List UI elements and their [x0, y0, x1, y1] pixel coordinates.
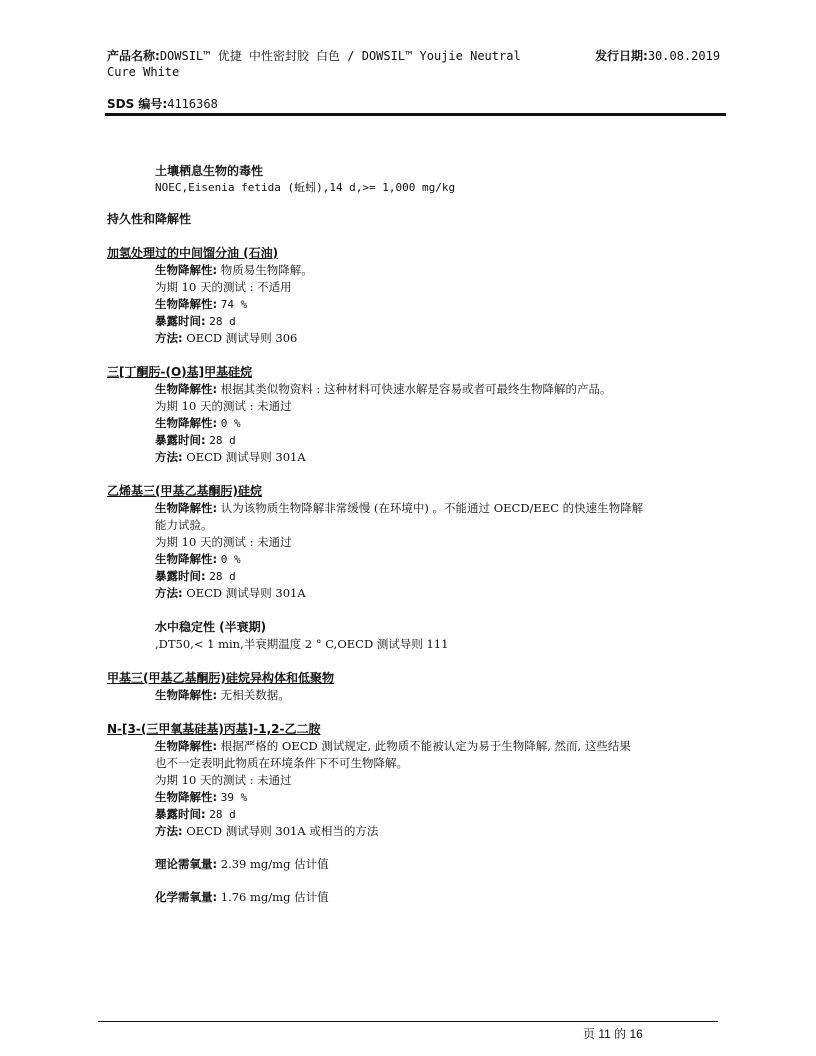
s1-exposure — [155, 313, 236, 330]
issue-date-value: 30.08.2019 — [647, 49, 721, 63]
s1-exposure-value: 28 d — [209, 315, 236, 328]
s1-test10: 为期 10 天的测试 : 不适用 — [155, 280, 292, 294]
footer-rule — [98, 1021, 718, 1022]
s5-exposure — [155, 806, 236, 823]
s1-exposure-label: 暴露时间: — [155, 314, 206, 328]
s3-biodeg-value-line2: 能力试验。 — [155, 518, 213, 532]
s2-method-label: 方法: — [155, 450, 183, 464]
s1-biodeg-label: 生物降解性: — [155, 263, 218, 277]
s5-method-label: 方法: — [155, 824, 183, 838]
issue-date-label: 发行日期: — [595, 49, 648, 63]
s5-biodeg-pct-label: 生物降解性: — [155, 790, 218, 804]
substance-4-title: 甲基三(甲基乙基酮肟)硅烷异构体和低聚物 — [107, 671, 334, 685]
s3-exposure-label: 暴露时间: — [155, 569, 206, 583]
s5-method — [155, 823, 378, 839]
s2-exposure-value: 28 d — [209, 434, 236, 447]
s3-stability-value: ,DT50,< 1 min,半衰期温度 2 ° C,OECD 测试导则 111 — [155, 637, 449, 651]
s1-biodeg-pct-label: 生物降解性: — [155, 297, 218, 311]
substance-1-title: 加氢处理过的中间馏分油 (石油) — [107, 246, 279, 260]
sds-number-label: SDS 编号: — [107, 97, 168, 111]
s5-exposure-value: 28 d — [209, 808, 236, 821]
s2-biodeg-pct-value: 0 % — [220, 417, 241, 430]
s5-biodeg-label: 生物降解性: — [155, 739, 218, 753]
s3-method-value: OECD 测试导则 301A — [186, 586, 306, 600]
s5-biodeg — [155, 738, 631, 754]
s2-exposure-label: 暴露时间: — [155, 433, 206, 447]
s4-biodeg-label: 生物降解性: — [155, 688, 218, 702]
s5-test10: 为期 10 天的测试 : 未通过 — [155, 773, 292, 787]
s3-biodeg-pct — [155, 551, 241, 568]
s3-exposure — [155, 568, 236, 585]
product-name-label: 产品名称: — [107, 49, 160, 63]
s2-method — [155, 449, 306, 465]
s2-method-value: OECD 测试导则 301A — [186, 450, 306, 464]
s5-biodeg-value-line1: 根据严格的 OECD 测试规定, 此物质不能被认定为易于生物降解, 然而, 这些结果 — [220, 739, 631, 753]
product-name — [107, 48, 547, 80]
s5-cod-label: 化学需氧量: — [155, 890, 218, 904]
s3-biodeg — [155, 500, 643, 516]
s2-biodeg-pct — [155, 415, 241, 432]
s5-method-value: OECD 测试导则 301A 或相当的方法 — [186, 824, 379, 838]
s4-biodeg — [155, 687, 290, 703]
s5-biodeg-pct-value: 39 % — [220, 791, 248, 804]
s1-method-value: OECD 测试导则 306 — [186, 331, 298, 345]
s5-cod — [155, 889, 329, 905]
substance-2-title: 三[丁酮肟-(O)基]甲基硅烷 — [107, 365, 253, 379]
substance-5-title: N-[3-(三甲氧基硅基)丙基]-1,2-乙二胺 — [107, 722, 321, 736]
s1-biodeg-pct — [155, 296, 247, 313]
soil-toxicity-title: 土壤栖息生物的毒性 — [155, 164, 264, 178]
s3-biodeg-pct-label: 生物降解性: — [155, 552, 218, 566]
s5-thod-label: 理论需氧量: — [155, 857, 218, 871]
persistence-title: 持久性和降解性 — [107, 212, 192, 226]
sds-number — [107, 96, 218, 112]
substance-3-title: 乙烯基三(甲基乙基酮肟)硅烷 — [107, 484, 262, 498]
s3-test10: 为期 10 天的测试 : 未通过 — [155, 535, 292, 549]
s3-biodeg-value-line1: 认为该物质生物降解非常缓慢 (在环境中) 。不能通过 OECD/EEC 的快速生物降解 — [220, 501, 644, 515]
s3-exposure-value: 28 d — [209, 570, 236, 583]
header-rule — [105, 113, 726, 116]
sds-number-value: 4116368 — [167, 97, 218, 111]
product-name-line2: Cure White — [107, 65, 180, 79]
s1-biodeg — [155, 262, 313, 278]
s1-biodeg-value: 物质易生物降解。 — [220, 263, 313, 277]
product-name-line1: DOWSIL™ 优捷 中性密封胶 白色 / DOWSIL™ Youjie Neutral — [159, 49, 521, 63]
soil-toxicity-value: NOEC,Eisenia fetida (蚯蚓),14 d,>= 1,000 mg/kg — [155, 181, 456, 194]
s5-exposure-label: 暴露时间: — [155, 807, 206, 821]
s1-biodeg-pct-value: 74 % — [220, 298, 248, 311]
s5-thod — [155, 856, 329, 872]
s5-biodeg-value-line2: 也不一定表明此物质在环境条件下不可生物降解。 — [155, 756, 408, 770]
s3-stability-title: 水中稳定性 (半衰期) — [155, 620, 267, 634]
s2-biodeg-value: 根据其类似物资料 : 这种材料可快速水解是容易或者可最终生物降解的产品。 — [220, 382, 612, 396]
s1-method — [155, 330, 297, 346]
s2-test10: 为期 10 天的测试 : 未通过 — [155, 399, 292, 413]
s2-exposure — [155, 432, 236, 449]
s3-method — [155, 585, 306, 601]
s3-biodeg-label: 生物降解性: — [155, 501, 218, 515]
s3-method-label: 方法: — [155, 586, 183, 600]
s4-biodeg-value: 无相关数据。 — [220, 688, 290, 702]
issue-date — [595, 48, 720, 64]
s3-biodeg-pct-value: 0 % — [220, 553, 241, 566]
s2-biodeg-label: 生物降解性: — [155, 382, 218, 396]
s2-biodeg-pct-label: 生物降解性: — [155, 416, 218, 430]
s5-biodeg-pct — [155, 789, 247, 806]
s5-cod-value: 1.76 mg/mg 估计值 — [220, 890, 329, 904]
s5-thod-value: 2.39 mg/mg 估计值 — [220, 857, 329, 871]
page-number: 页 11 的 16 — [583, 1027, 643, 1041]
s2-biodeg — [155, 381, 611, 397]
s1-method-label: 方法: — [155, 331, 183, 345]
